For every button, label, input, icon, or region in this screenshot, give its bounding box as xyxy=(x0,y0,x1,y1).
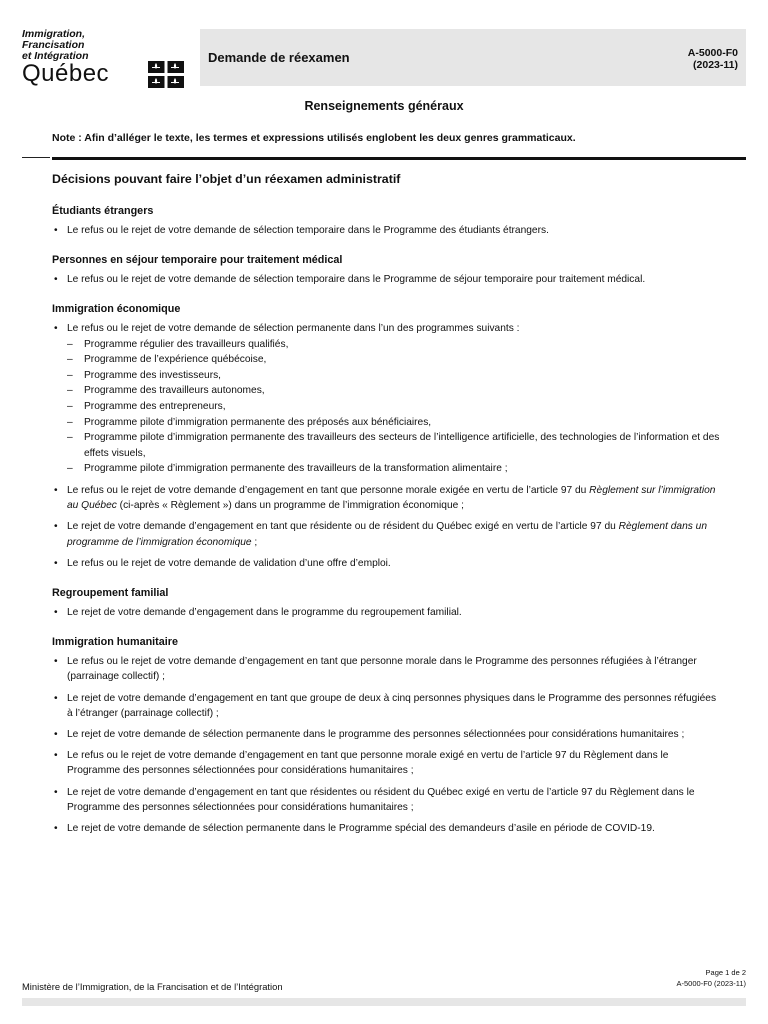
list-item: • Le refus ou le rejet de votre demande de sélection temporaire dans le Programme des étudiants étrangers. xyxy=(52,223,724,238)
gender-note: Note : Afin d’alléger le texte, les termes et expressions utilisés englobent les deux genres grammaticaux. xyxy=(52,132,576,144)
heading-medical: Personnes en séjour temporaire pour traitement médical xyxy=(52,254,343,267)
list-item-text: (ci-après « Règlement ») dans un programme de l’immigration économique ; xyxy=(116,500,464,512)
quebec-wordmark: Québec xyxy=(22,60,110,87)
section-familial xyxy=(52,586,724,620)
regulation-title: Règlement sur l’immigration au Québec xyxy=(67,484,716,512)
list-item xyxy=(52,519,724,549)
section-etudiants xyxy=(52,204,724,238)
list-item: • Le rejet de votre demande d’engagement en tant que résidentes ou résident du Québec exigé en vertu de l’article 97 du Règlement dans le Programme des personnes sélectionnées pour considérations humanitaires ; xyxy=(52,785,724,815)
list-item-text: Le rejet de votre demande d’engagement en tant que résidente ou de résident du Québec exigé en vertu de l’article 97 du xyxy=(67,521,619,533)
form-code xyxy=(688,47,738,71)
section-economique xyxy=(52,302,724,571)
org-line-3: et Intégration xyxy=(22,50,89,62)
program-item: – Programme des investisseurs, xyxy=(67,368,724,384)
content-body xyxy=(52,171,724,851)
form-title: Demande de réexamen xyxy=(208,50,350,65)
org-line-2: Francisation xyxy=(22,39,85,51)
program-list xyxy=(67,337,724,477)
list-item-text: Le refus ou le rejet de votre demande d’engagement en tant que personne morale exigée en vertu de l’article 97 du xyxy=(67,484,590,496)
section-title: Renseignements généraux xyxy=(304,99,464,113)
list-item: • Le refus ou le rejet de votre demande de validation d’une offre d’emploi. xyxy=(52,556,724,571)
list-item: • Le refus ou le rejet de votre demande de sélection temporaire dans le Programme de séjour temporaire pour traitement médical. xyxy=(52,272,724,287)
section-humanitaire xyxy=(52,635,724,836)
regulation-title: Règlement dans un programme de l’immigration économique xyxy=(67,521,707,548)
list-item-text: ; xyxy=(251,536,258,548)
program-item: – Programme pilote d’immigration permanente des travailleurs de la transformation alimentaire ; xyxy=(67,461,724,477)
list-item xyxy=(52,483,724,513)
program-item: – Programme pilote d’immigration permanente des préposés aux bénéficiaires, xyxy=(67,415,724,431)
list-item-text: Le refus ou le rejet de votre demande de sélection permanente dans l’un des programmes suivants : xyxy=(67,323,520,335)
section-medical xyxy=(52,253,724,287)
footer-ministry: Ministère de l’Immigration, de la Francisation et de l’Intégration xyxy=(22,981,283,992)
program-item: – Programme des travailleurs autonomes, xyxy=(67,383,724,399)
divider-thin xyxy=(22,157,50,158)
form-code-number: A-5000-F0 xyxy=(687,47,738,59)
form-code-date: (2023-11) xyxy=(693,59,738,71)
heading-etudiants: Étudiants étrangers xyxy=(52,205,154,217)
divider-thick xyxy=(52,157,746,160)
list-item: • Le rejet de votre demande de sélection permanente dans le Programme spécial des demandeurs d’asile en période de COVID-19. xyxy=(52,821,724,836)
list-item: • Le rejet de votre demande d’engagement en tant que groupe de deux à cinq personnes physiques dans le Programme des personnes réfugiées à l’étranger (parrainage collectif) ; xyxy=(52,691,724,721)
list-item xyxy=(52,321,724,477)
heading-economique: Immigration économique xyxy=(52,303,181,316)
list-item: • Le refus ou le rejet de votre demande d’engagement en tant que personne morale dans le Programme des personnes réfugiées à l’étranger (parrainage collectif) ; xyxy=(52,654,724,684)
heading-familial: Regroupement familial xyxy=(52,586,169,599)
footer-bar xyxy=(22,998,746,1006)
program-item: – Programme des entrepreneurs, xyxy=(67,399,724,415)
list-item: • Le rejet de votre demande d’engagement dans le programme du regroupement familial. xyxy=(52,605,724,620)
program-item: – Programme régulier des travailleurs qualifiés, xyxy=(67,337,724,353)
main-heading: Décisions pouvant faire l’objet d’un réexamen administratif xyxy=(52,172,401,186)
fleurdelise-flag-icon xyxy=(148,61,184,88)
footer-page-info xyxy=(677,967,746,989)
footer-form-code: A-5000-F0 (2023-11) xyxy=(676,979,746,988)
quebec-logo xyxy=(22,29,198,93)
program-item: – Programme pilote d’immigration permanente des travailleurs des secteurs de l’intelligence artificielle, des technologies de l’information et des effets visuels, xyxy=(67,430,724,461)
list-item: • Le rejet de votre demande de sélection permanente dans le programme des personnes sélectionnées pour considérations humanitaires ; xyxy=(52,727,724,742)
list-item: • Le refus ou le rejet de votre demande d’engagement en tant que personne morale exigé en vertu de l’article 97 du Règlement dans le Programme des personnes sélectionnées pour considérations humanitaires ; xyxy=(52,748,724,778)
heading-humanitaire: Immigration humanitaire xyxy=(52,636,178,649)
program-item: – Programme de l’expérience québécoise, xyxy=(67,352,724,368)
page-number: Page 1 de 2 xyxy=(705,968,746,977)
org-line-1: Immigration, xyxy=(22,28,86,40)
